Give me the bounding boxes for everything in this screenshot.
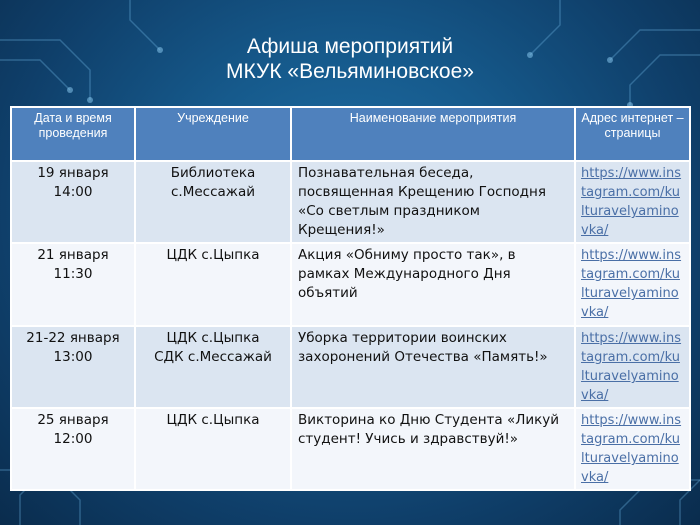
header-institution: Учреждение [135,107,291,161]
table-row [11,243,690,326]
cell-institution: ЦДК с.Цыпка [135,243,291,326]
table-row [11,326,690,408]
cell-event: Викторина ко Дню Студента «Ликуй студент! Учись и здравствуй!» [291,408,575,490]
cell-institution: ЦДК с.Цыпка СДК с.Мессажай [135,326,291,408]
title-line-2: МКУК «Вельяминовское» [226,60,474,83]
cell-link [575,326,690,408]
cell-link [575,161,690,243]
cell-date: 21 января 11:30 [11,243,135,326]
header-event: Наименование мероприятия [291,107,575,161]
instagram-link[interactable]: https://www.instagram.com/kulturavelyaminovka/ [581,331,682,403]
instagram-link[interactable]: https://www.instagram.com/kulturavelyaminovka/ [581,166,682,238]
table-row [11,161,690,243]
cell-link [575,408,690,490]
cell-date: 19 января 14:00 [11,161,135,243]
title-line-1: Афиша мероприятий [246,35,454,58]
cell-institution: ЦДК с.Цыпка [135,408,291,490]
cell-institution: Библиотека с.Мессажай [135,161,291,243]
cell-link [575,243,690,326]
header-address: Адрес интернет – страницы [575,107,690,161]
table-row [11,408,690,490]
cell-event: Уборка территории воинских захоронений Отечества «Память!» [291,326,575,408]
page-title [0,34,700,84]
instagram-link[interactable]: https://www.instagram.com/kulturavelyaminovka/ [581,248,682,320]
instagram-link[interactable]: https://www.instagram.com/kulturavelyaminovka/ [581,413,682,485]
cell-event: Познавательная беседа, посвященная Крещению Господня «Со светлым праздником Крещения!» [291,161,575,243]
header-date: Дата и время проведения [11,107,135,161]
table-header-row [11,107,690,161]
events-table [10,106,691,491]
cell-date: 25 января 12:00 [11,408,135,490]
cell-event: Акция «Обниму просто так», в рамках Международного Дня объятий [291,243,575,326]
cell-date: 21-22 января 13:00 [11,326,135,408]
